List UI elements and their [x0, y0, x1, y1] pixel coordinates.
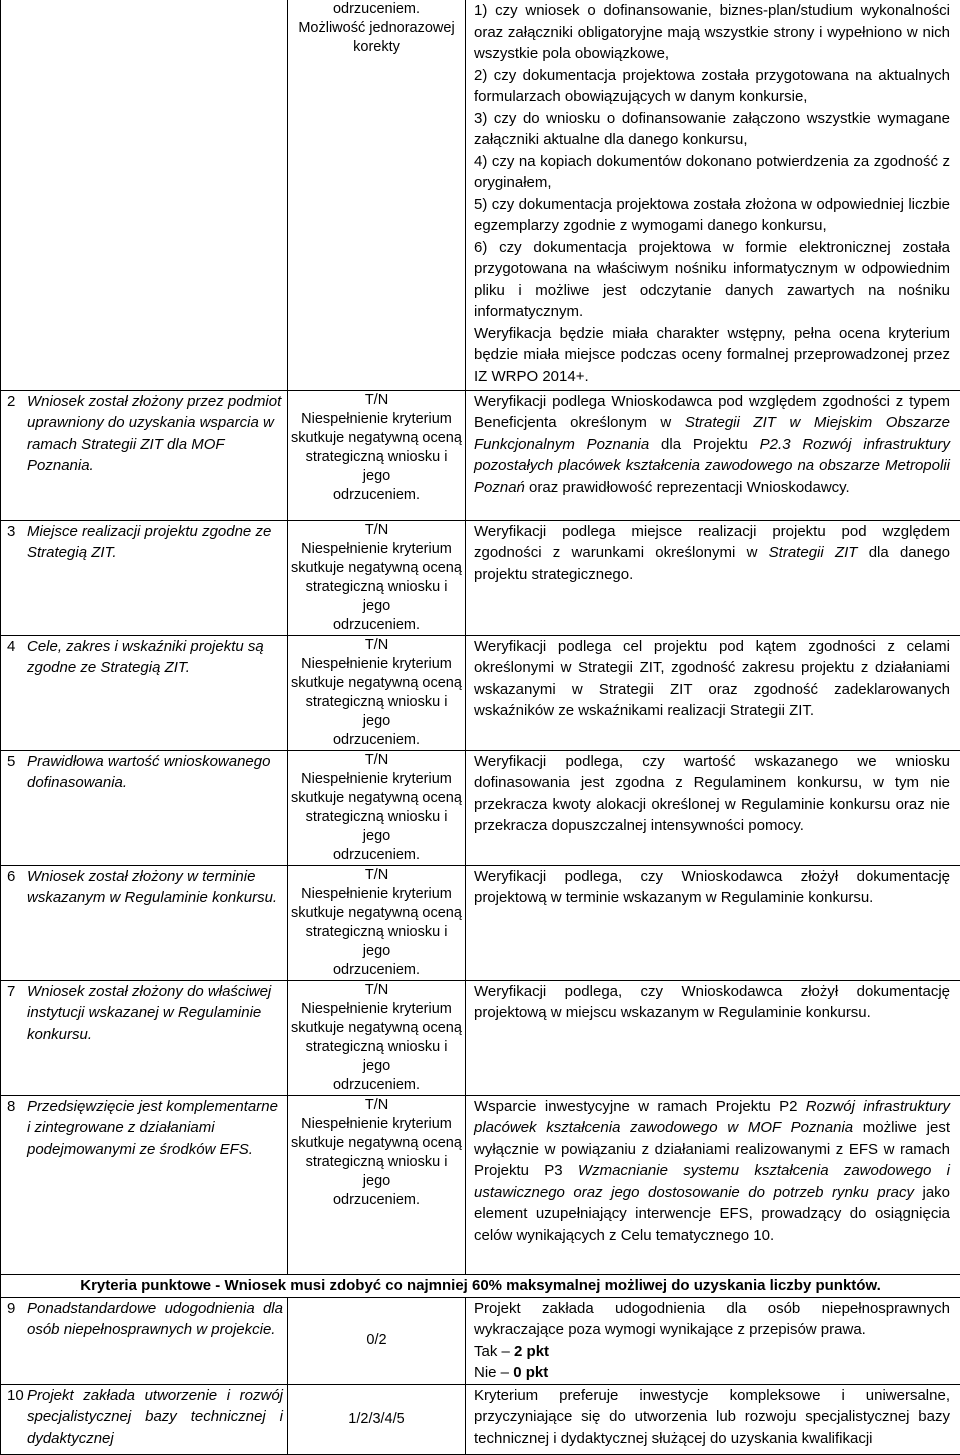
- criterion-number: 8: [7, 1096, 27, 1161]
- verification-note: Weryfikacja będzie miała charakter wstępny, pełna ocena kryterium będzie miała miejsce podczas oceny formalnej przeprowadzonej przez IZ WRPO 2014+.: [474, 323, 950, 388]
- desc-italic: Rozwój infrastruktury placówek kształcenia zawodowego w MOF Poznania: [474, 1098, 950, 1137]
- tn-text: strategiczną wniosku i jego: [290, 1038, 463, 1076]
- tn-text: strategiczną wniosku i jego: [290, 448, 463, 486]
- tn-text: odrzuceniem.: [290, 961, 463, 980]
- desc-italic: P2.: [760, 436, 783, 453]
- description-cell: [466, 0, 960, 390]
- tn-text: odrzuceniem.: [290, 1191, 463, 1210]
- tn-code: T/N: [290, 1096, 463, 1115]
- table-row: [1, 390, 960, 520]
- desc-text: dla Projektu: [649, 436, 759, 453]
- score-option: [474, 1362, 950, 1384]
- table-row: [1, 1384, 960, 1454]
- criterion-cell: [1, 865, 288, 980]
- section-header: Kryteria punktowe - Wniosek musi zdobyć co najmniej 60% maksymalnej możliwej do uzyskania liczby punktów.: [1, 1274, 960, 1297]
- criterion-text: Miejsce realizacji projektu zgodne ze Strategią ZIT.: [27, 521, 287, 564]
- tn-text: strategiczną wniosku i jego: [290, 1153, 463, 1191]
- points-value: 0/2: [290, 1331, 463, 1350]
- tn-text: Niespełnienie kryterium: [290, 770, 463, 789]
- desc-text: możliwe jest wyłącznie w powiązaniu z działaniami realizowanymi z EFS w ramach Projektu P3: [474, 1119, 950, 1179]
- assessment-text: Możliwość jednorazowej: [290, 19, 463, 38]
- criterion-cell: [1, 1297, 288, 1384]
- desc-text: oraz prawidłowość reprezentacji Wnioskodawcy.: [525, 479, 850, 496]
- tn-text: strategiczną wniosku i jego: [290, 578, 463, 616]
- assessment-cell: [288, 1095, 466, 1274]
- tn-text: Niespełnienie kryterium: [290, 540, 463, 559]
- tn-text: strategiczną wniosku i jego: [290, 693, 463, 731]
- criterion-text: Wniosek został złożony w terminie wskazanym w Regulaminie konkursu.: [27, 866, 287, 909]
- tn-text: skutkuje negatywną oceną: [290, 904, 463, 923]
- desc-text: Weryfikacji podlega cel projektu pod kątem zgodności z celami określonymi w Strategii ZIT, zgodność zakresu projektu z działaniami wskazanymi w Strategii ZIT oraz zgodność zadeklarowanych wskaźników ze wskaźnikami realizacji Strategii ZIT.: [474, 638, 950, 720]
- tn-text: odrzuceniem.: [290, 1076, 463, 1095]
- table-row: [1, 1297, 960, 1384]
- assessment-text: korekty: [290, 38, 463, 57]
- criterion-cell: [1, 0, 288, 390]
- checklist-item: 3) czy do wniosku o dofinansowanie załączono wszystkie wymagane załączniki aktualne dla danego konkursu,: [474, 108, 950, 151]
- checklist-item: 4) czy na kopiach dokumentów dokonano potwierdzenia za zgodność z oryginałem,: [474, 151, 950, 194]
- criterion-number: 4: [7, 636, 27, 679]
- criterion-number: 2: [7, 391, 27, 477]
- tn-code: T/N: [290, 521, 463, 540]
- desc-text: jako element uzupełniający interwencje EFS, prowadzący do osiągnięcia celów wynikających z Celu tematycznego 10.: [474, 1184, 950, 1244]
- desc-text: Projekt zakłada udogodnienia dla osób niepełnosprawnych wykraczające poza wymogi wynikające z przepisów prawa.: [474, 1298, 950, 1341]
- criterion-cell: [1, 635, 288, 750]
- tn-code: T/N: [290, 981, 463, 1000]
- option-label: Tak –: [474, 1343, 514, 1360]
- description-cell: [466, 390, 960, 520]
- criterion-cell: [1, 750, 288, 865]
- option-label: Nie –: [474, 1364, 513, 1381]
- tn-code: T/N: [290, 636, 463, 655]
- criterion-number: 6: [7, 866, 27, 909]
- tn-text: odrzuceniem.: [290, 731, 463, 750]
- desc-text: dla danego projektu strategicznego.: [474, 544, 950, 583]
- desc-italic: Strategii ZIT: [769, 544, 858, 561]
- points-value: 1/2/3/4/5: [290, 1410, 463, 1429]
- table-row: [1, 520, 960, 635]
- tn-text: Niespełnienie kryterium: [290, 885, 463, 904]
- criterion-number: 3: [7, 521, 27, 564]
- tn-text: odrzuceniem.: [290, 486, 463, 505]
- criterion-text: Ponadstandardowe udogodnienia dla osób niepełnosprawnych w projekcie.: [27, 1298, 287, 1341]
- criterion-text: Projekt zakłada utworzenie i rozwój specjalistycznej bazy technicznej i dydaktycznej: [27, 1385, 287, 1450]
- desc-text: Weryfikacji podlega, czy Wnioskodawca złożył dokumentację projektową w miejscu wskazanym w Regulaminie konkursu.: [474, 983, 950, 1022]
- description-cell: [466, 1297, 960, 1384]
- criterion-text: Wniosek został złożony do właściwej instytucji wskazanej w Regulaminie konkursu.: [27, 981, 287, 1046]
- tn-text: Niespełnienie kryterium: [290, 410, 463, 429]
- tn-text: Niespełnienie kryterium: [290, 655, 463, 674]
- desc-text: Weryfikacji podlega, czy Wnioskodawca złożył dokumentację projektową w terminie wskazanym w Regulaminie konkursu.: [474, 868, 950, 907]
- criterion-number: 5: [7, 751, 27, 794]
- tn-text: odrzuceniem.: [290, 616, 463, 635]
- criterion-cell: [1, 1384, 288, 1454]
- assessment-cell: [288, 0, 466, 390]
- criterion-cell: [1, 980, 288, 1095]
- desc-text: Kryterium preferuje inwestycje kompleksowe i uniwersalne, przyczyniające się do utworzenia lub rozwoju specjalistycznej bazy technicznej i dydaktycznej służącej do uzyskania kwalifikacji: [474, 1385, 950, 1450]
- table-row: [1, 1095, 960, 1274]
- description-cell: [466, 1095, 960, 1274]
- criterion-cell: [1, 390, 288, 520]
- description-cell: [466, 750, 960, 865]
- points-cell: [288, 1297, 466, 1384]
- tn-text: odrzuceniem.: [290, 846, 463, 865]
- assessment-cell: [288, 750, 466, 865]
- criterion-text: Cele, zakres i wskaźniki projektu są zgodne ze Strategią ZIT.: [27, 636, 287, 679]
- assessment-cell: [288, 635, 466, 750]
- checklist-item: 1) czy wniosek o dofinansowanie, biznes-plan/studium wykonalności oraz załączniki obligatoryjne mają wszystkie strony i wypełniono w nich wszystkie pola obowiązkowe,: [474, 0, 950, 65]
- description-cell: [466, 635, 960, 750]
- assessment-text: odrzuceniem.: [290, 0, 463, 19]
- tn-text: strategiczną wniosku i jego: [290, 923, 463, 961]
- criterion-text: Wniosek został złożony przez podmiot uprawniony do uzyskania wsparcia w ramach Strategii ZIT dla MOF Poznania.: [27, 391, 287, 477]
- tn-text: Niespełnienie kryterium: [290, 1115, 463, 1134]
- table-row: [1, 1274, 960, 1297]
- tn-text: skutkuje negatywną oceną: [290, 559, 463, 578]
- description-cell: [466, 520, 960, 635]
- option-points: 2 pkt: [514, 1343, 549, 1360]
- table-row: [1, 635, 960, 750]
- criterion-text: Prawidłowa wartość wnioskowanego dofinasowania.: [27, 751, 287, 794]
- desc-text: Weryfikacji podlega Wnioskodawca pod względem zgodności z typem Beneficjenta określonym w: [474, 393, 950, 432]
- tn-code: T/N: [290, 751, 463, 770]
- assessment-cell: [288, 865, 466, 980]
- tn-text: skutkuje negatywną oceną: [290, 1019, 463, 1038]
- tn-code: T/N: [290, 866, 463, 885]
- desc-text: Weryfikacji podlega, czy wartość wskazanego we wniosku dofinasowania jest zgodna z Regulaminem konkursu, w tym nie przekracza kwoty alokacji określonej w Regulaminie konkursu oraz nie przekracza dopuszczalnej intensywności pomocy.: [474, 753, 950, 835]
- checklist-item: 5) czy dokumentacja projektowa została złożona w odpowiedniej liczbie egzemplarzy zgodnie z wymogami danego konkursu,: [474, 194, 950, 237]
- criterion-number: 10: [7, 1385, 27, 1450]
- description-cell: [466, 865, 960, 980]
- criterion-number: 7: [7, 981, 27, 1046]
- desc-text: Weryfikacji podlega miejsce realizacji projektu pod względem zgodności z warunkami określonymi w: [474, 523, 950, 562]
- desc-italic: 3 Rozwój infrastruktury pozostałych placówek kształcenia zawodowego na obszarze Metropolii Poznań: [474, 436, 950, 496]
- tn-text: skutkuje negatywną oceną: [290, 1134, 463, 1153]
- criterion-cell: [1, 1095, 288, 1274]
- assessment-cell: [288, 520, 466, 635]
- tn-text: strategiczną wniosku i jego: [290, 808, 463, 846]
- tn-text: Niespełnienie kryterium: [290, 1000, 463, 1019]
- checklist-item: 6) czy dokumentacja projektowa w formie elektronicznej została przygotowana na właściwym nośniku informatycznym w odpowiednim pliku i możliwe jest odczytanie danych zawartych na nośniku informatycznym.: [474, 237, 950, 323]
- points-cell: [288, 1384, 466, 1454]
- checklist-item: 2) czy dokumentacja projektowa została przygotowana na aktualnych formularzach obowiązujących w danym konkursie,: [474, 65, 950, 108]
- description-cell: [466, 980, 960, 1095]
- criterion-cell: [1, 520, 288, 635]
- desc-italic: Wzmacnianie systemu kształcenia zawodowego i ustawicznego oraz jego dostosowanie do potrzeb rynku pracy: [474, 1162, 950, 1201]
- assessment-cell: [288, 980, 466, 1095]
- option-points: 0 pkt: [513, 1364, 548, 1381]
- table-row: [1, 865, 960, 980]
- desc-italic: Strategii ZIT w Miejskim Obszarze Funkcjonalnym Poznania: [474, 414, 950, 453]
- criterion-text: Przedsięwzięcie jest komplementarne i zintegrowane z działaniami podejmowanymi ze środków EFS.: [27, 1096, 287, 1161]
- description-cell: [466, 1384, 960, 1454]
- criterion-number: 9: [7, 1298, 27, 1341]
- table-row: [1, 0, 960, 390]
- desc-text: Wsparcie inwestycyjne w ramach Projektu P2: [474, 1098, 806, 1115]
- score-option: [474, 1341, 950, 1363]
- tn-text: skutkuje negatywną oceną: [290, 789, 463, 808]
- tn-text: skutkuje negatywną oceną: [290, 674, 463, 693]
- tn-code: T/N: [290, 391, 463, 410]
- assessment-cell: [288, 390, 466, 520]
- table-row: [1, 980, 960, 1095]
- tn-text: skutkuje negatywną oceną: [290, 429, 463, 448]
- table-row: [1, 750, 960, 865]
